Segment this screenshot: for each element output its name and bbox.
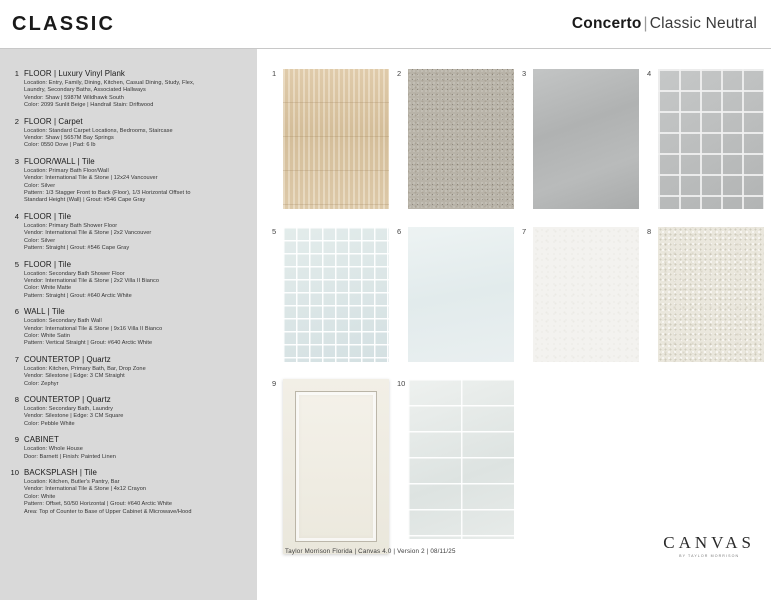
primary-shower-floor-tile-swatch <box>658 69 764 209</box>
swatch-item-6 <box>397 227 517 362</box>
canvas-logo <box>663 533 755 558</box>
legend-item-1 <box>8 69 243 110</box>
legend-detail: Color: Silver <box>24 237 56 244</box>
legend-detail: Laundry, Secondary Baths, Associated Hallways <box>24 87 146 94</box>
legend-detail: Pattern: 1/3 Stagger Front to Back (Floor), 1/3 Horizontal Offset to <box>24 190 191 197</box>
legend-detail: Vendor: Silestone | Edge: 3 CM Square <box>24 413 124 420</box>
swatch-item-1 <box>272 69 392 209</box>
swatch-board <box>258 49 771 600</box>
page-header <box>0 0 771 48</box>
legend-item-8 <box>8 395 243 428</box>
legend-title: FLOOR | Tile <box>24 211 72 221</box>
legend-panel <box>0 49 257 600</box>
legend-detail: Vendor: Shaw | 5657M Bay Springs <box>24 135 114 142</box>
legend-title: WALL | Tile <box>24 307 65 317</box>
legend-number: 7 <box>14 354 19 364</box>
legend-detail: Standard Height (Wall) | Grout: #546 Cape Gray <box>24 197 146 204</box>
swatch-number: 9 <box>272 379 277 388</box>
swatch-item-3 <box>522 69 642 209</box>
legend-item-6 <box>8 307 243 348</box>
legend-detail: Color: 2099 Sunlit Beige | Handrail Stain: Driftwood <box>24 102 154 109</box>
legend-title: FLOOR | Luxury Vinyl Plank <box>24 69 125 78</box>
carpet-swatch <box>408 69 514 209</box>
swatch-number: 6 <box>397 227 402 236</box>
swatch-item-9 <box>272 379 392 554</box>
legend-detail: Color: 0550 Dove | Pad: 6 lb <box>24 142 96 149</box>
legend-detail: Location: Primary Bath Floor/Wall <box>24 167 109 174</box>
swatch-number: 5 <box>272 227 277 236</box>
swatch-item-2 <box>397 69 517 209</box>
legend-detail: Color: Pebble White <box>24 420 75 427</box>
legend-title: FLOOR/WALL | Tile <box>24 156 95 166</box>
logo-tagline: BY TAYLOR MORRISON <box>679 554 740 558</box>
legend-detail: Location: Standard Carpet Locations, Bedrooms, Staircase <box>24 127 173 134</box>
legend-number: 2 <box>14 116 19 126</box>
logo-wordmark: CANVAS <box>663 533 755 552</box>
legend-detail: Pattern: Offset, 50/50 Horizontal | Grout: #640 Arctic White <box>24 501 172 508</box>
legend-number: 4 <box>14 211 19 221</box>
legend-detail: Location: Primary Bath Shower Floor <box>24 222 118 229</box>
legend-detail: Location: Kitchen, Butler's Pantry, Bar <box>24 479 120 485</box>
legend-number: 10 <box>10 468 19 477</box>
scheme-name: Classic Neutral <box>649 15 757 32</box>
legend-detail: Vendor: International Tile & Stone | 2x2 Villa II Bianco <box>24 277 160 284</box>
secondary-bath-wall-tile-swatch <box>408 227 514 362</box>
legend-title: FLOOR | Carpet <box>24 116 83 126</box>
legend-number: 9 <box>14 435 19 445</box>
swatch-number: 2 <box>397 69 402 78</box>
legend-detail: Color: White Matte <box>24 285 72 292</box>
legend-detail: Location: Entry, Family, Dining, Kitchen, Casual Dining, Study, Flex, <box>24 80 195 86</box>
legend-item-9 <box>8 435 243 461</box>
legend-detail: Door: Barnett | Finish: Painted Linen <box>24 453 116 460</box>
legend-detail: Color: Zephyr <box>24 380 59 387</box>
legend-title: COUNTERTOP | Quartz <box>24 394 111 404</box>
legend-item-2 <box>8 117 243 150</box>
legend-item-5 <box>8 260 243 301</box>
title-separator: | <box>643 15 648 32</box>
legend-number: 5 <box>14 259 19 269</box>
primary-bath-tile-swatch <box>533 69 639 209</box>
legend-detail: Location: Kitchen, Primary Bath, Bar, Drop Zone <box>24 365 146 372</box>
swatch-item-4 <box>647 69 767 209</box>
legend-detail: Vendor: International Tile & Stone | 12x24 Vancouver <box>24 175 158 182</box>
legend-title: BACKSPLASH | Tile <box>24 468 98 477</box>
legend-item-7 <box>8 355 243 388</box>
legend-detail: Location: Secondary Bath Wall <box>24 318 102 325</box>
swatch-number: 10 <box>397 379 406 388</box>
legend-detail: Color: Silver <box>24 182 56 189</box>
legend-title: COUNTERTOP | Quartz <box>24 354 111 364</box>
legend-detail: Area: Top of Counter to Base of Upper Cabinet & Microwave/Hood <box>24 508 192 515</box>
legend-detail: Location: Secondary Bath, Laundry <box>24 405 114 412</box>
legend-detail: Location: Whole House <box>24 446 83 453</box>
legend-number: 6 <box>14 307 19 317</box>
legend-detail: Pattern: Straight | Grout: #546 Cape Gray <box>24 245 130 252</box>
swatch-item-8 <box>647 227 767 362</box>
quartz-pebble-white-swatch <box>658 227 764 362</box>
legend-detail: Vendor: Shaw | 5987M Wildhawk South <box>24 94 124 101</box>
legend-detail: Pattern: Vertical Straight | Grout: #640 Arctic White <box>24 340 153 347</box>
legend-detail: Vendor: International Tile & Stone | 9x16 Villa II Bianco <box>24 325 163 332</box>
legend-detail: Location: Secondary Bath Shower Floor <box>24 270 125 277</box>
secondary-shower-floor-tile-swatch <box>283 227 389 362</box>
legend-item-10 <box>8 468 243 516</box>
collection-title <box>572 15 757 33</box>
backsplash-tile-swatch <box>408 379 514 539</box>
swatch-number: 4 <box>647 69 652 78</box>
legend-item-3 <box>8 157 243 205</box>
legend-item-4 <box>8 212 243 253</box>
swatch-item-10 <box>397 379 517 539</box>
swatch-number: 8 <box>647 227 652 236</box>
luxury-vinyl-plank-swatch <box>283 69 389 209</box>
legend-detail: Vendor: International Tile & Stone | 2x2 Vancouver <box>24 230 152 237</box>
cabinet-door-inner-panel <box>295 391 377 542</box>
legend-detail: Vendor: International Tile & Stone | 4x12 Crayon <box>24 486 147 493</box>
quartz-zephyr-swatch <box>533 227 639 362</box>
swatch-number: 1 <box>272 69 277 78</box>
legend-detail: Vendor: Silestone | Edge: 3 CM Straight <box>24 373 125 380</box>
legend-detail: Pattern: Straight | Grout: #640 Arctic White <box>24 292 132 299</box>
footer-caption: Taylor Morrison Florida | Canvas 4.0 | Version 2 | 08/11/25 <box>285 548 456 555</box>
legend-title: CABINET <box>24 435 59 445</box>
swatch-number: 3 <box>522 69 527 78</box>
collection-name: Concerto <box>571 15 642 32</box>
legend-number: 8 <box>14 394 19 404</box>
swatch-item-7 <box>522 227 642 362</box>
swatch-number: 7 <box>522 227 527 236</box>
cabinet-door-swatch <box>283 379 389 554</box>
legend-number: 1 <box>14 69 19 78</box>
legend-detail: Color: White <box>24 493 56 500</box>
legend-detail: Color: White Satin <box>24 332 70 339</box>
page-title: CLASSIC <box>12 12 116 35</box>
legend-title: FLOOR | Tile <box>24 259 72 269</box>
legend-number: 3 <box>14 156 19 166</box>
swatch-item-5 <box>272 227 392 362</box>
